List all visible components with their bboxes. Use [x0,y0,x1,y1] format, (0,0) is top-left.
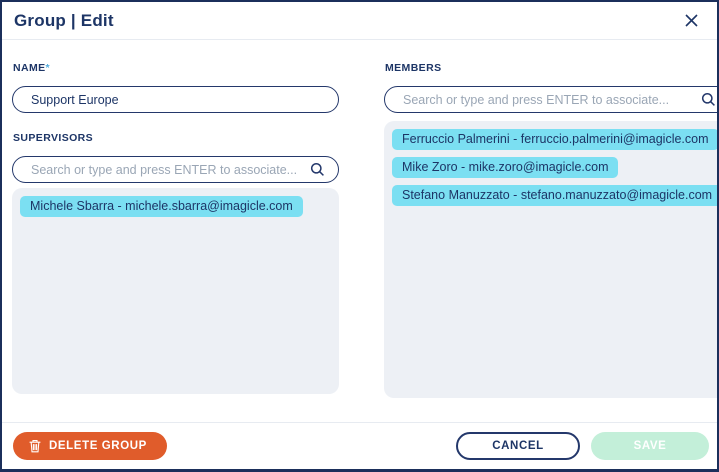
associated-user-chip[interactable]: Mike Zoro - mike.zoro@imagicle.com [392,157,618,178]
members-list [384,121,719,398]
members-label: MEMBERS [385,62,442,74]
close-icon [684,13,699,28]
associated-user-chip[interactable]: Stefano Manuzzato - stefano.manuzzato@imagicle.com [392,185,719,206]
members-search-input[interactable] [384,86,719,113]
delete-group-button[interactable] [13,432,167,460]
supervisors-list [12,188,339,394]
dialog-header [2,2,717,40]
close-button[interactable] [682,11,701,30]
supervisors-label: SUPERVISORS [13,132,94,144]
page-title: Group | Edit [14,10,114,30]
name-input[interactable] [12,86,339,113]
dialog-body [2,40,717,422]
cancel-button[interactable]: CANCEL [456,432,580,460]
supervisors-search-wrap [12,156,339,183]
left-column [2,40,358,422]
associated-user-chip[interactable]: Ferruccio Palmerini - ferruccio.palmerini@imagicle.com [392,129,719,150]
associated-user-chip[interactable]: Michele Sbarra - michele.sbarra@imagicle.com [20,196,303,217]
name-label-text: NAME [13,62,46,74]
trash-icon [29,439,41,453]
right-column [358,40,719,422]
dialog-footer [2,422,717,469]
required-asterisk: * [45,62,51,74]
supervisors-search-input[interactable] [12,156,339,183]
footer-actions [456,432,709,460]
save-button[interactable]: SAVE [591,432,709,460]
delete-group-label: DELETE GROUP [49,440,147,452]
name-label [13,62,339,74]
members-search-wrap [384,86,719,113]
